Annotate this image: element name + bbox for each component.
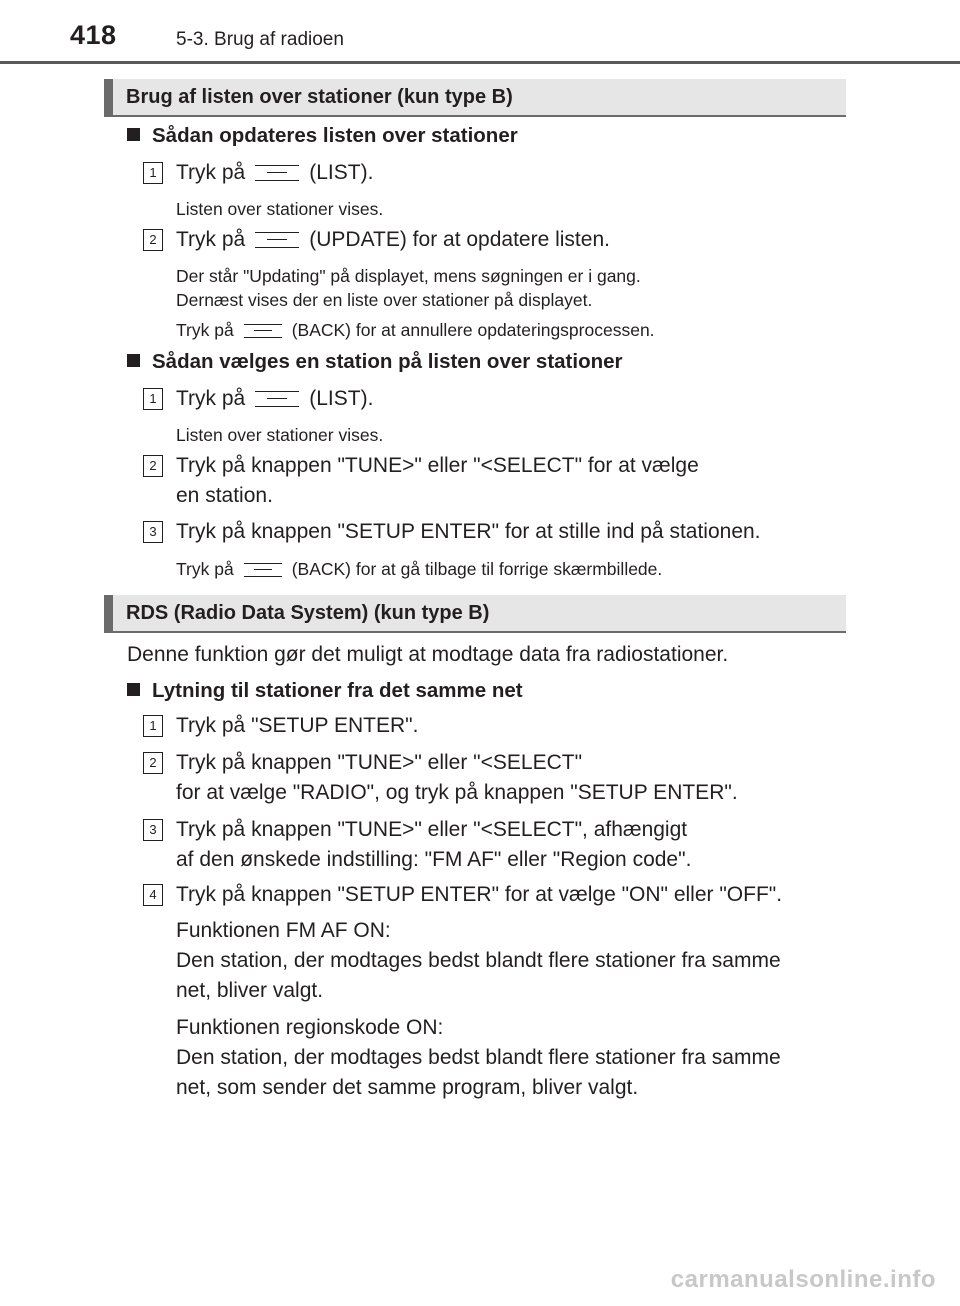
step-number: 3 [143,819,163,841]
page-number: 418 [70,20,117,50]
step-note: Dernæst vises der en liste over stationer på displayet. [176,290,593,310]
intro-text: Denne funktion gør det muligt at modtage data fra radiostationer. [127,643,729,666]
list-button-icon [255,391,299,407]
subheading-update-list: Sådan opdateres listen over stationer [127,124,518,148]
section-heading-rds [104,595,846,633]
section-title: RDS (Radio Data System) (kun type B) [126,602,490,624]
header-rule [0,61,960,64]
chapter-title: 5-3. Brug af radioen [176,29,344,50]
square-bullet-icon [127,128,140,141]
step-note: Der står "Updating" på displayet, mens søgningen er i gang. [176,266,641,286]
back-button-icon [244,563,282,577]
step-number: 1 [143,388,163,410]
page-header [0,0,960,64]
watermark: carmanualsonline.info [670,1266,936,1293]
section-heading-station-list [104,79,846,117]
fm-af-description: Funktionen FM AF ON: Den station, der modtages bedst blandt flere stationer fra samme net, bliver valgt. [176,919,781,1002]
step-number: 1 [143,162,163,184]
step-number: 4 [143,884,163,906]
back-button-icon [244,324,282,338]
subheading-same-network: Lytning til stationer fra det samme net [127,679,523,703]
step-note-back: Tryk på (BACK) for at gå tilbage til forrige skærmbillede. [176,559,663,579]
step-note: Listen over stationer vises. [176,425,384,445]
section-title: Brug af listen over stationer (kun type B) [126,86,513,108]
step-number: 2 [143,752,163,774]
step-number: 1 [143,715,163,737]
update-button-icon [255,232,299,248]
step-number: 2 [143,455,163,477]
step-note: Listen over stationer vises. [176,199,384,219]
step-number: 2 [143,229,163,251]
subheading-select-station: Sådan vælges en station på listen over stationer [127,350,623,374]
region-code-description: Funktionen regionskode ON: Den station, der modtages bedst blandt flere stationer fra samme net, som sender det samme program, bliver valgt. [176,1016,781,1099]
step-number: 3 [143,521,163,543]
step-note-back: Tryk på (BACK) for at annullere opdateringsprocessen. [176,320,655,340]
square-bullet-icon [127,683,140,696]
square-bullet-icon [127,354,140,367]
list-button-icon [255,165,299,181]
